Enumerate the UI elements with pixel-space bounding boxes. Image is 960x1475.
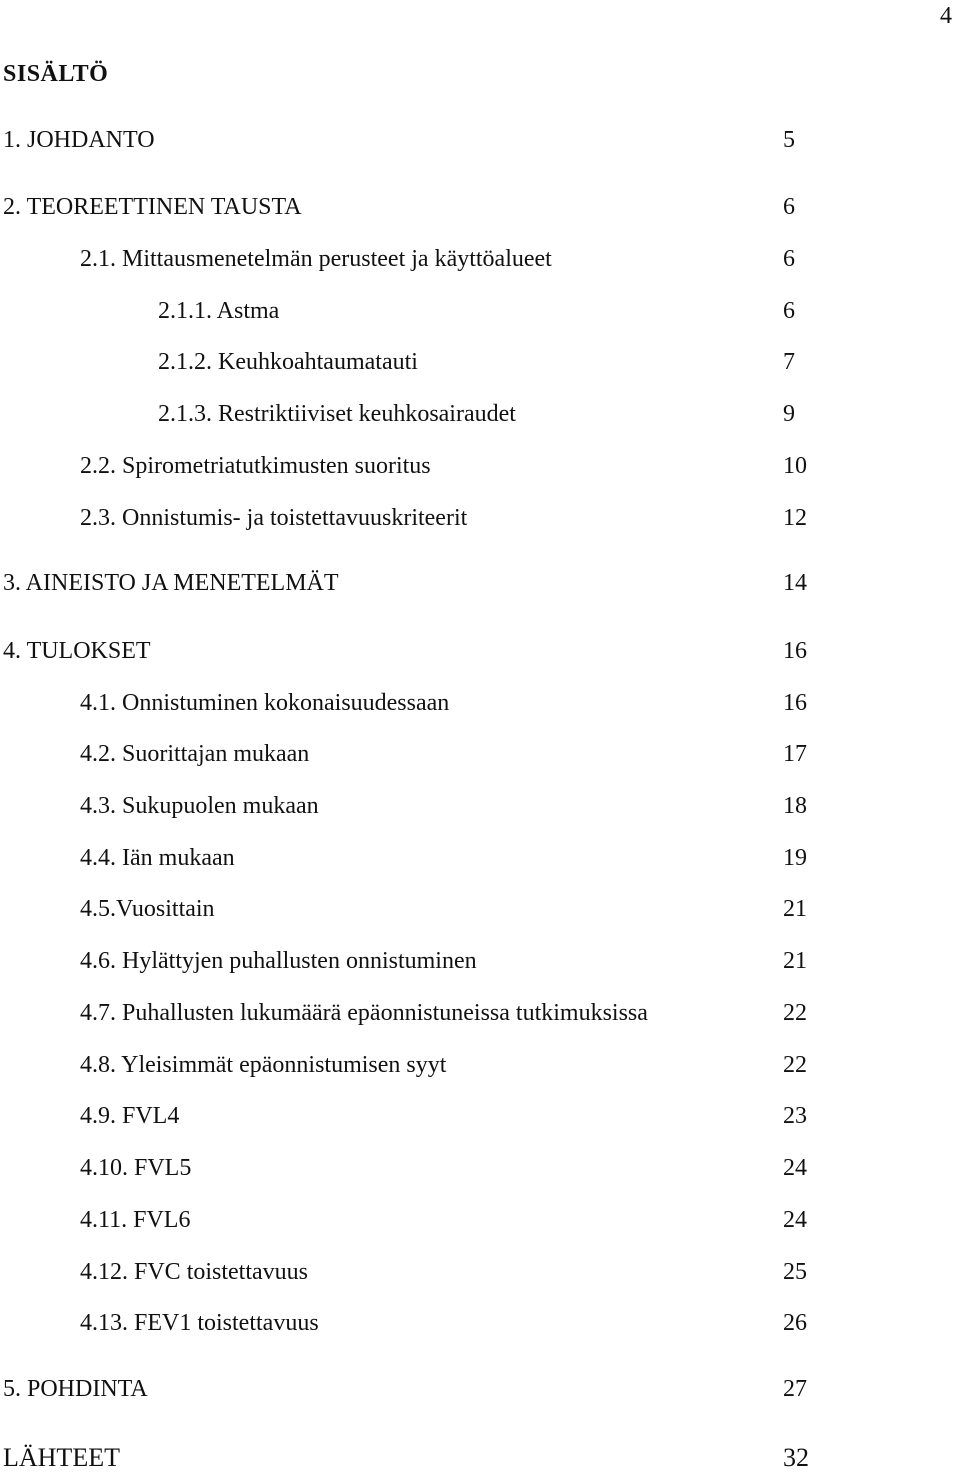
toc-entry-title: 1. JOHDANTO <box>3 127 155 153</box>
toc-entry-page: 26 <box>783 1310 807 1336</box>
toc-entry-title: 4.6. Hylättyjen puhallusten onnistuminen <box>80 948 477 974</box>
toc-entry-title: 4.3. Sukupuolen mukaan <box>80 793 319 819</box>
toc-entry[interactable] <box>0 294 960 328</box>
toc-entry-page: 6 <box>783 246 795 272</box>
toc-entry-title: 4.11. FVL6 <box>80 1207 191 1233</box>
toc-entry-title: 4.7. Puhallusten lukumäärä epäonnistuneissa tutkimuksissa <box>80 1000 648 1026</box>
toc-entry-title: 4.5.Vuosittain <box>80 896 215 922</box>
toc-entry[interactable] <box>0 944 960 978</box>
toc-entry-page: 5 <box>783 127 795 153</box>
toc-entry-page: 21 <box>783 896 807 922</box>
toc-entry[interactable] <box>0 449 960 483</box>
toc-entry-title: 4.8. Yleisimmät epäonnistumisen syyt <box>80 1052 447 1078</box>
toc-entry-title: 4.2. Suorittajan mukaan <box>80 741 310 767</box>
toc-entry[interactable] <box>0 242 960 276</box>
toc-entry-title: 4.12. FVC toistettavuus <box>80 1259 309 1285</box>
toc-entry-title: 2.3. Onnistumis- ja toistettavuuskriteerit <box>80 505 468 531</box>
toc-entry-title: 2.1.3. Restriktiiviset keuhkosairaudet <box>158 401 516 427</box>
toc-entry[interactable] <box>0 566 960 600</box>
toc-entry[interactable] <box>0 1306 960 1340</box>
toc-entry-page: 22 <box>783 1052 807 1078</box>
toc-entry[interactable] <box>0 1372 960 1406</box>
toc-entry-page: 23 <box>783 1103 807 1129</box>
toc-entry[interactable] <box>0 345 960 379</box>
toc-entry-page: 14 <box>783 570 807 596</box>
toc-entry-title: 2.1. Mittausmenetelmän perusteet ja käyttöalueet <box>80 246 552 272</box>
page-number: 4 <box>940 3 952 29</box>
toc-entry[interactable] <box>0 1151 960 1185</box>
toc-entry-title: 2.2. Spirometriatutkimusten suoritus <box>80 453 431 479</box>
toc-entry-page: 21 <box>783 948 807 974</box>
toc-entry-title: 2.1.2. Keuhkoahtaumatauti <box>158 349 418 375</box>
toc-entry-title: 4.4. Iän mukaan <box>80 845 235 871</box>
toc-entry[interactable] <box>0 1203 960 1237</box>
toc-entry[interactable] <box>0 1441 960 1475</box>
toc-entry-page: 25 <box>783 1259 807 1285</box>
toc-entry-title: 2.1.1. Astma <box>158 298 280 324</box>
toc-entry-title: 4.9. FVL4 <box>80 1103 180 1129</box>
toc-entry-page: 27 <box>783 1376 807 1402</box>
toc-entry-title: 4.1. Onnistuminen kokonaisuudessaan <box>80 690 450 716</box>
toc-entry[interactable] <box>0 892 960 926</box>
toc-entry-page: 10 <box>783 453 807 479</box>
toc-entry-page: 6 <box>783 298 795 324</box>
toc-entry[interactable] <box>0 841 960 875</box>
toc-entry[interactable] <box>0 1099 960 1133</box>
toc-entry-title: 3. AINEISTO JA MENETELMÄT <box>3 570 339 596</box>
toc-entry-page: 22 <box>783 1000 807 1026</box>
toc-entry[interactable] <box>0 737 960 771</box>
toc-entry[interactable] <box>0 1255 960 1289</box>
toc-entry-page: 6 <box>783 194 795 220</box>
toc-entry-title: 4.13. FEV1 toistettavuus <box>80 1310 319 1336</box>
toc-entry[interactable] <box>0 1048 960 1082</box>
toc-entry-page: 24 <box>783 1155 807 1181</box>
toc-entry[interactable] <box>0 686 960 720</box>
toc-entry[interactable] <box>0 634 960 668</box>
toc-entry-page: 18 <box>783 793 807 819</box>
toc-entry[interactable] <box>0 397 960 431</box>
toc-entry[interactable] <box>0 190 960 224</box>
toc-entry-page: 12 <box>783 505 807 531</box>
toc-entry-page: 16 <box>783 690 807 716</box>
toc-entry-page: 7 <box>783 349 795 375</box>
toc-heading: SISÄLTÖ <box>3 61 109 87</box>
toc-entry-page: 9 <box>783 401 795 427</box>
toc-entry[interactable] <box>0 996 960 1030</box>
toc-entry-title: 5. POHDINTA <box>3 1376 148 1402</box>
toc-entry[interactable] <box>0 789 960 823</box>
toc-entry[interactable] <box>0 501 960 535</box>
toc-entry-page: 19 <box>783 845 807 871</box>
toc-entry-page: 32 <box>783 1443 809 1472</box>
toc-entry-title: 4.10. FVL5 <box>80 1155 192 1181</box>
toc-entry-page: 24 <box>783 1207 807 1233</box>
toc-entry[interactable] <box>0 123 960 157</box>
toc-entry-page: 17 <box>783 741 807 767</box>
toc-entry-page: 16 <box>783 638 807 664</box>
toc-entry-title: 4. TULOKSET <box>3 638 151 664</box>
toc-entry-title: 2. TEOREETTINEN TAUSTA <box>3 194 302 220</box>
toc-entry-title: LÄHTEET <box>3 1443 120 1472</box>
